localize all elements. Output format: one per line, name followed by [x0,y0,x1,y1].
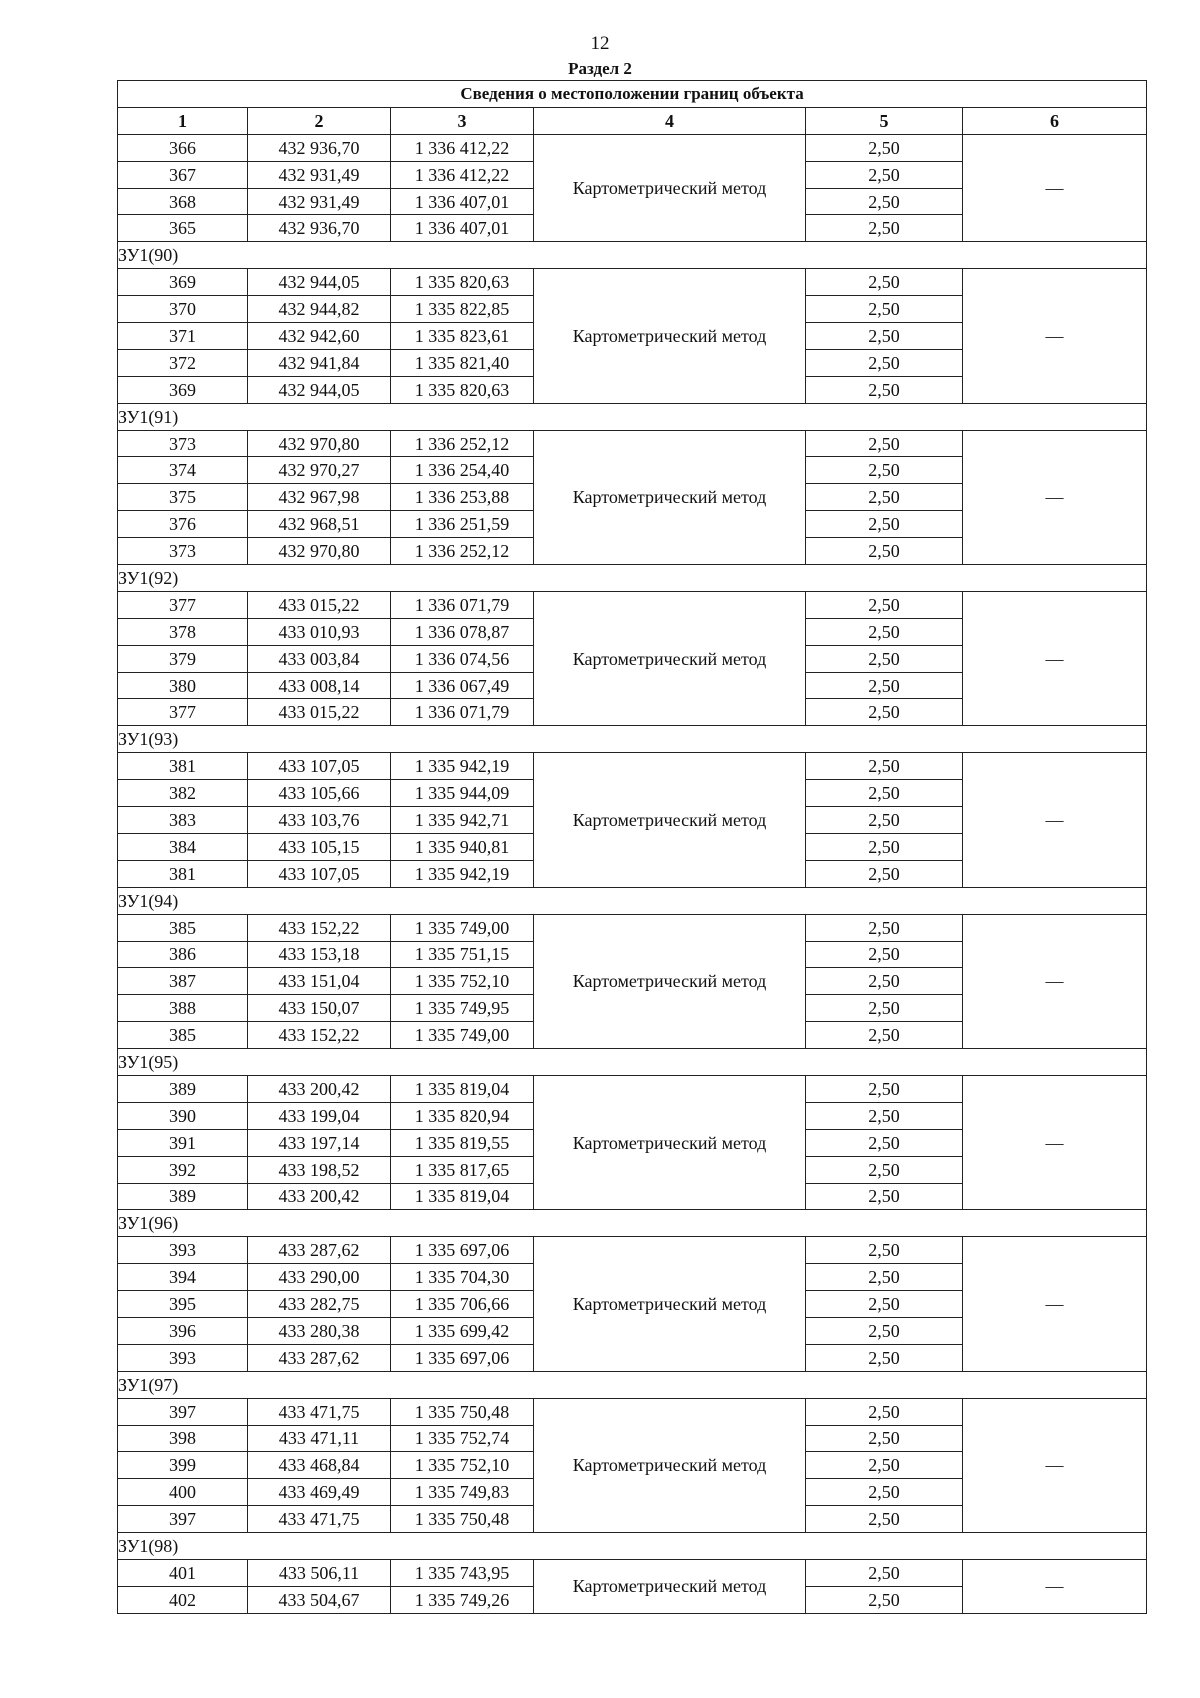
table-row [118,591,1147,618]
accuracy-value: 2,50 [806,968,963,995]
column-number: 6 [963,107,1147,134]
coordinate-x: 433 290,00 [248,1264,391,1291]
coordinate-y: 1 336 067,49 [391,672,534,699]
coordinate-y: 1 336 251,59 [391,511,534,538]
coordinate-x: 432 936,70 [248,134,391,161]
coordinate-y: 1 335 823,61 [391,323,534,350]
coordinate-y: 1 335 750,48 [391,1398,534,1425]
coordinate-y: 1 335 820,63 [391,376,534,403]
point-number: 395 [118,1291,248,1318]
coordinate-y: 1 335 752,74 [391,1425,534,1452]
point-number: 383 [118,807,248,834]
table-row [118,753,1147,780]
point-number: 387 [118,968,248,995]
point-number: 384 [118,833,248,860]
coordinate-x: 432 944,05 [248,269,391,296]
accuracy-value: 2,50 [806,1506,963,1533]
coordinate-y: 1 335 749,95 [391,995,534,1022]
point-number: 381 [118,860,248,887]
coordinate-x: 432 970,27 [248,457,391,484]
accuracy-value: 2,50 [806,914,963,941]
accuracy-value: 2,50 [806,699,963,726]
method-cell: Картометрический метод [534,1559,806,1613]
accuracy-value: 2,50 [806,1479,963,1506]
coordinate-x: 433 105,15 [248,833,391,860]
coordinate-y: 1 335 752,10 [391,968,534,995]
accuracy-value: 2,50 [806,1559,963,1586]
accuracy-value: 2,50 [806,645,963,672]
coordinate-y: 1 336 407,01 [391,188,534,215]
point-number: 379 [118,645,248,672]
accuracy-value: 2,50 [806,1237,963,1264]
parcel-group-row [118,887,1147,914]
method-cell: Картометрический метод [534,591,806,725]
coordinate-y: 1 335 743,95 [391,1559,534,1586]
parcel-group-row [118,565,1147,592]
accuracy-value: 2,50 [806,941,963,968]
method-cell: Картометрический метод [534,430,806,564]
coordinate-y: 1 336 071,79 [391,591,534,618]
point-number: 391 [118,1129,248,1156]
method-cell: Картометрический метод [534,134,806,242]
coordinate-x: 432 970,80 [248,538,391,565]
table-row [118,914,1147,941]
coordinate-y: 1 336 078,87 [391,618,534,645]
coordinate-y: 1 335 942,19 [391,753,534,780]
coordinate-y: 1 336 253,88 [391,484,534,511]
parcel-group-row [118,1049,1147,1076]
coordinate-x: 432 968,51 [248,511,391,538]
coordinate-y: 1 335 750,48 [391,1506,534,1533]
table-row [118,1398,1147,1425]
coordinate-x: 432 970,80 [248,430,391,457]
table-row [118,430,1147,457]
point-number: 380 [118,672,248,699]
column-number: 1 [118,107,248,134]
coordinate-x: 433 107,05 [248,753,391,780]
point-number: 390 [118,1102,248,1129]
accuracy-value: 2,50 [806,1075,963,1102]
coordinate-x: 433 469,49 [248,1479,391,1506]
coordinate-y: 1 335 749,00 [391,914,534,941]
point-number: 376 [118,511,248,538]
coordinate-x: 432 967,98 [248,484,391,511]
accuracy-value: 2,50 [806,1344,963,1371]
column-number-row [118,107,1147,134]
empty-dash-cell: — [963,1075,1147,1209]
coordinate-x: 433 287,62 [248,1344,391,1371]
accuracy-value: 2,50 [806,511,963,538]
point-number: 367 [118,161,248,188]
empty-dash-cell: — [963,753,1147,887]
coordinate-x: 433 003,84 [248,645,391,672]
point-number: 377 [118,591,248,618]
coordinate-y: 1 335 817,65 [391,1156,534,1183]
coordinate-y: 1 336 254,40 [391,457,534,484]
table-row [118,1237,1147,1264]
accuracy-value: 2,50 [806,780,963,807]
coordinate-x: 433 010,93 [248,618,391,645]
point-number: 375 [118,484,248,511]
point-number: 366 [118,134,248,161]
point-number: 392 [118,1156,248,1183]
point-number: 378 [118,618,248,645]
table-body [118,134,1147,1613]
accuracy-value: 2,50 [806,1156,963,1183]
coordinate-x: 433 197,14 [248,1129,391,1156]
accuracy-value: 2,50 [806,833,963,860]
coordinate-y: 1 335 942,71 [391,807,534,834]
parcel-label: ЗУ1(93) [118,726,1147,753]
accuracy-value: 2,50 [806,618,963,645]
coordinate-y: 1 335 749,83 [391,1479,534,1506]
coordinate-y: 1 335 819,55 [391,1129,534,1156]
accuracy-value: 2,50 [806,161,963,188]
empty-dash-cell: — [963,430,1147,564]
point-number: 372 [118,349,248,376]
accuracy-value: 2,50 [806,323,963,350]
parcel-group-row [118,1210,1147,1237]
accuracy-value: 2,50 [806,215,963,242]
empty-dash-cell: — [963,134,1147,242]
accuracy-value: 2,50 [806,1102,963,1129]
point-number: 388 [118,995,248,1022]
parcel-group-row [118,1371,1147,1398]
accuracy-value: 2,50 [806,484,963,511]
coordinate-y: 1 335 819,04 [391,1075,534,1102]
parcel-group-row [118,242,1147,269]
accuracy-value: 2,50 [806,807,963,834]
column-number: 3 [391,107,534,134]
method-cell: Картометрический метод [534,914,806,1048]
accuracy-value: 2,50 [806,134,963,161]
page-number: 12 [590,33,610,54]
accuracy-value: 2,50 [806,269,963,296]
point-number: 401 [118,1559,248,1586]
accuracy-value: 2,50 [806,753,963,780]
coordinate-x: 432 936,70 [248,215,391,242]
accuracy-value: 2,50 [806,1264,963,1291]
parcel-group-row [118,403,1147,430]
coordinate-y: 1 335 697,06 [391,1344,534,1371]
coordinate-x: 433 282,75 [248,1291,391,1318]
empty-dash-cell: — [963,591,1147,725]
empty-dash-cell: — [963,1398,1147,1532]
accuracy-value: 2,50 [806,1291,963,1318]
coordinate-y: 1 335 944,09 [391,780,534,807]
parcel-label: ЗУ1(95) [118,1049,1147,1076]
accuracy-value: 2,50 [806,995,963,1022]
coordinate-x: 432 941,84 [248,349,391,376]
accuracy-value: 2,50 [806,1425,963,1452]
coordinate-y: 1 335 706,66 [391,1291,534,1318]
coordinate-y: 1 335 940,81 [391,833,534,860]
coordinate-y: 1 336 407,01 [391,215,534,242]
coordinate-y: 1 336 412,22 [391,161,534,188]
coordinate-x: 433 015,22 [248,591,391,618]
coordinate-x: 433 198,52 [248,1156,391,1183]
coordinate-x: 433 152,22 [248,1022,391,1049]
accuracy-value: 2,50 [806,1129,963,1156]
method-cell: Картометрический метод [534,269,806,403]
point-number: 393 [118,1344,248,1371]
coordinate-y: 1 336 252,12 [391,538,534,565]
coordinate-y: 1 335 704,30 [391,1264,534,1291]
coordinate-y: 1 335 697,06 [391,1237,534,1264]
empty-dash-cell: — [963,914,1147,1048]
point-number: 377 [118,699,248,726]
accuracy-value: 2,50 [806,430,963,457]
parcel-label: ЗУ1(90) [118,242,1147,269]
point-number: 371 [118,323,248,350]
point-number: 373 [118,430,248,457]
point-number: 397 [118,1398,248,1425]
coordinate-y: 1 335 751,15 [391,941,534,968]
coordinate-x: 432 944,05 [248,376,391,403]
point-number: 399 [118,1452,248,1479]
point-number: 402 [118,1586,248,1613]
coordinate-x: 433 199,04 [248,1102,391,1129]
accuracy-value: 2,50 [806,457,963,484]
coordinate-x: 433 153,18 [248,941,391,968]
parcel-label: ЗУ1(96) [118,1210,1147,1237]
column-number: 2 [248,107,391,134]
coordinate-x: 433 471,11 [248,1425,391,1452]
point-number: 394 [118,1264,248,1291]
coordinate-x: 433 151,04 [248,968,391,995]
point-number: 382 [118,780,248,807]
parcel-group-row [118,1533,1147,1560]
coordinate-y: 1 335 749,26 [391,1586,534,1613]
accuracy-value: 2,50 [806,1317,963,1344]
point-number: 396 [118,1317,248,1344]
coordinate-y: 1 335 752,10 [391,1452,534,1479]
coordinate-y: 1 335 749,00 [391,1022,534,1049]
accuracy-value: 2,50 [806,672,963,699]
method-cell: Картометрический метод [534,1237,806,1371]
point-number: 374 [118,457,248,484]
coordinate-y: 1 335 822,85 [391,296,534,323]
column-number: 4 [534,107,806,134]
accuracy-value: 2,50 [806,188,963,215]
coordinate-x: 432 942,60 [248,323,391,350]
coordinate-y: 1 335 699,42 [391,1317,534,1344]
point-number: 393 [118,1237,248,1264]
point-number: 369 [118,269,248,296]
point-number: 398 [118,1425,248,1452]
accuracy-value: 2,50 [806,349,963,376]
accuracy-value: 2,50 [806,1452,963,1479]
point-number: 373 [118,538,248,565]
point-number: 386 [118,941,248,968]
point-number: 381 [118,753,248,780]
coordinate-y: 1 335 942,19 [391,860,534,887]
parcel-label: ЗУ1(92) [118,565,1147,592]
accuracy-value: 2,50 [806,296,963,323]
coordinate-x: 433 200,42 [248,1183,391,1210]
coordinate-y: 1 335 819,04 [391,1183,534,1210]
coordinate-x: 433 471,75 [248,1398,391,1425]
point-number: 368 [118,188,248,215]
empty-dash-cell: — [963,1237,1147,1371]
coordinate-y: 1 335 820,94 [391,1102,534,1129]
coordinate-x: 433 152,22 [248,914,391,941]
point-number: 385 [118,914,248,941]
point-number: 370 [118,296,248,323]
accuracy-value: 2,50 [806,1183,963,1210]
parcel-label: ЗУ1(94) [118,887,1147,914]
point-number: 400 [118,1479,248,1506]
point-number: 397 [118,1506,248,1533]
coordinate-y: 1 336 071,79 [391,699,534,726]
coordinate-y: 1 335 821,40 [391,349,534,376]
coordinate-x: 432 931,49 [248,161,391,188]
coordinate-x: 433 200,42 [248,1075,391,1102]
coordinate-x: 433 107,05 [248,860,391,887]
point-number: 389 [118,1183,248,1210]
table-row [118,134,1147,161]
accuracy-value: 2,50 [806,860,963,887]
table-row [118,1075,1147,1102]
empty-dash-cell: — [963,1559,1147,1613]
accuracy-value: 2,50 [806,376,963,403]
coordinate-x: 433 015,22 [248,699,391,726]
accuracy-value: 2,50 [806,591,963,618]
accuracy-value: 2,50 [806,538,963,565]
point-number: 389 [118,1075,248,1102]
coordinate-x: 432 931,49 [248,188,391,215]
table-caption: Сведения о местоположении границ объекта [118,81,1147,108]
point-number: 369 [118,376,248,403]
coordinate-x: 433 504,67 [248,1586,391,1613]
coordinate-y: 1 336 252,12 [391,430,534,457]
coordinate-x: 433 105,66 [248,780,391,807]
accuracy-value: 2,50 [806,1398,963,1425]
parcel-label: ЗУ1(98) [118,1533,1147,1560]
method-cell: Картометрический метод [534,753,806,887]
parcel-group-row [118,726,1147,753]
accuracy-value: 2,50 [806,1022,963,1049]
coordinate-y: 1 335 820,63 [391,269,534,296]
table-row [118,269,1147,296]
coordinate-x: 432 944,82 [248,296,391,323]
method-cell: Картометрический метод [534,1075,806,1209]
point-number: 365 [118,215,248,242]
coordinate-x: 433 150,07 [248,995,391,1022]
coordinate-x: 433 468,84 [248,1452,391,1479]
coordinate-x: 433 280,38 [248,1317,391,1344]
coordinate-x: 433 008,14 [248,672,391,699]
parcel-label: ЗУ1(91) [118,403,1147,430]
method-cell: Картометрический метод [534,1398,806,1532]
parcel-label: ЗУ1(97) [118,1371,1147,1398]
point-number: 385 [118,1022,248,1049]
coordinate-y: 1 336 074,56 [391,645,534,672]
coordinate-x: 433 506,11 [248,1559,391,1586]
boundary-coordinates-table [117,80,1147,1614]
accuracy-value: 2,50 [806,1586,963,1613]
coordinate-y: 1 336 412,22 [391,134,534,161]
section-title: Раздел 2 [568,59,632,78]
empty-dash-cell: — [963,269,1147,403]
coordinate-x: 433 471,75 [248,1506,391,1533]
table-row [118,1559,1147,1586]
coordinate-x: 433 287,62 [248,1237,391,1264]
column-number: 5 [806,107,963,134]
coordinate-x: 433 103,76 [248,807,391,834]
